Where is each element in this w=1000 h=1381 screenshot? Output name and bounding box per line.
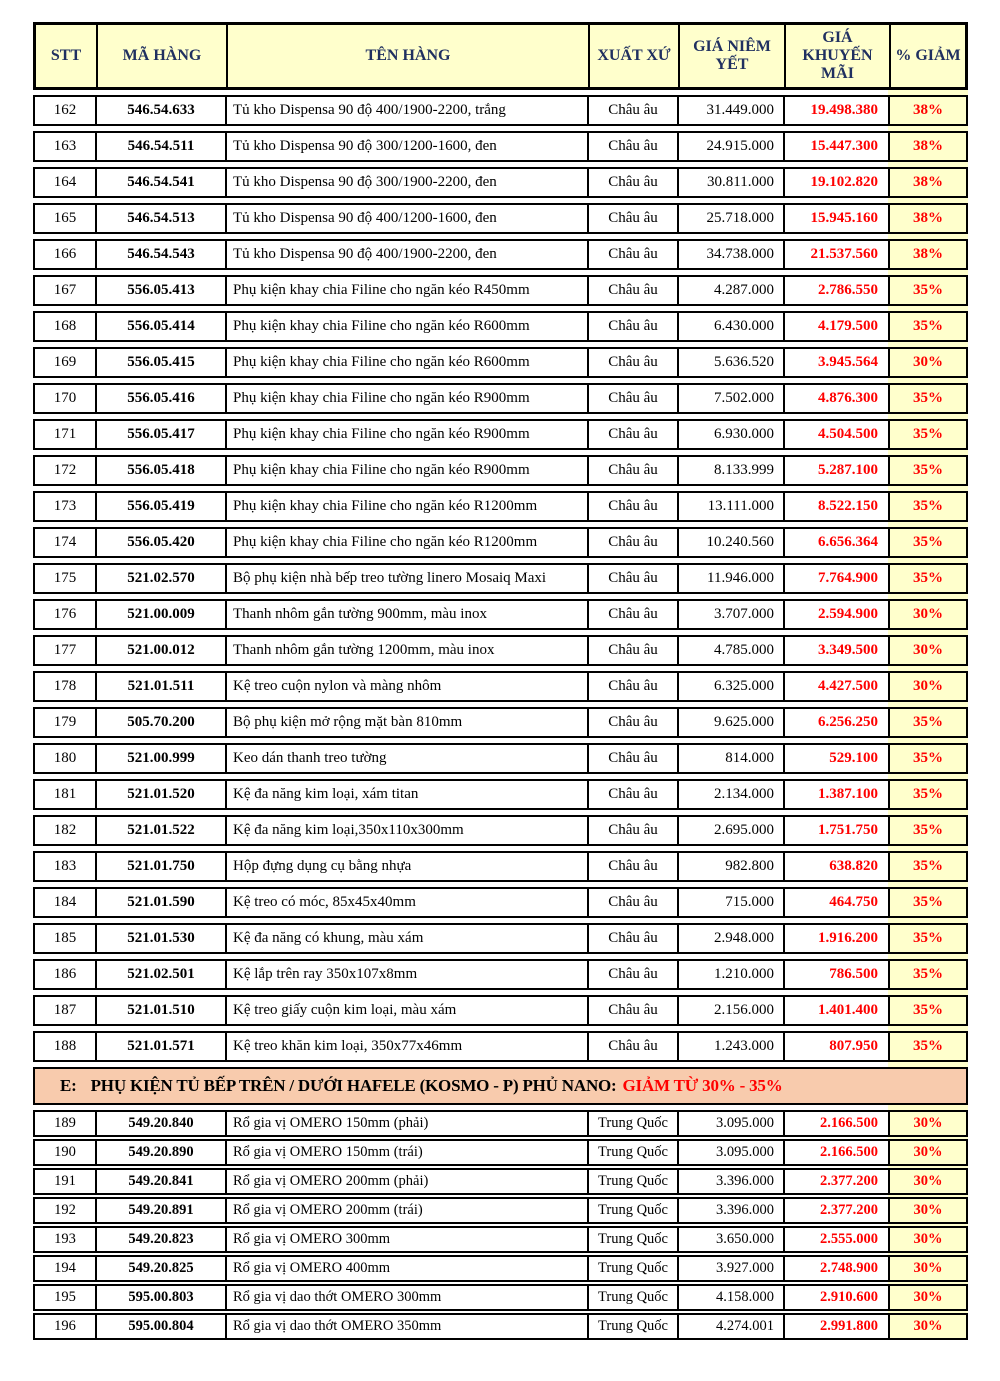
origin-cell: Châu âu [587, 817, 677, 844]
table-row [33, 671, 968, 702]
code-cell: 521.01.520 [95, 781, 225, 808]
discount-cell: 35% [888, 709, 966, 736]
code-cell: 521.01.510 [95, 997, 225, 1024]
table-row [33, 779, 968, 810]
table-row [33, 167, 968, 198]
column-header-promo-price: GIÁ KHUYẾN MÃI [784, 25, 889, 87]
table-row [33, 527, 968, 558]
origin-cell: Châu âu [587, 889, 677, 916]
section-letter: E: [60, 1076, 77, 1095]
origin-cell: Châu âu [587, 781, 677, 808]
stt-cell: 194 [35, 1257, 95, 1280]
list-price-cell: 4.158.000 [677, 1286, 783, 1309]
stt-cell: 190 [35, 1141, 95, 1164]
code-cell: 521.01.571 [95, 1033, 225, 1060]
promo-price-cell: 4.179.500 [783, 313, 888, 340]
name-cell: Kệ treo giấy cuộn kim loại, màu xám [225, 997, 587, 1024]
stt-cell: 175 [35, 565, 95, 592]
code-cell: 521.01.530 [95, 925, 225, 952]
discount-cell: 38% [888, 205, 966, 232]
code-cell: 546.54.513 [95, 205, 225, 232]
code-cell: 556.05.413 [95, 277, 225, 304]
table-row [33, 203, 968, 234]
name-cell: Thanh nhôm gắn tường 1200mm, màu inox [225, 637, 587, 664]
list-price-cell: 25.718.000 [677, 205, 783, 232]
code-cell: 549.20.825 [95, 1257, 225, 1280]
table-row [33, 1226, 968, 1253]
section-title: PHỤ KIỆN TỦ BẾP TRÊN / DƯỚI HAFELE (KOSMO - P) PHỦ NANO: [90, 1076, 617, 1095]
origin-cell: Châu âu [587, 421, 677, 448]
promo-price-cell: 21.537.560 [783, 241, 888, 268]
discount-cell: 35% [888, 1033, 966, 1060]
table-row [33, 311, 968, 342]
name-cell: Rổ gia vị dao thớt OMERO 300mm [225, 1286, 587, 1309]
list-price-cell: 3.650.000 [677, 1228, 783, 1251]
name-cell: Tủ kho Dispensa 90 độ 400/1200-1600, đen [225, 205, 587, 232]
code-cell: 505.70.200 [95, 709, 225, 736]
origin-cell: Châu âu [587, 565, 677, 592]
name-cell: Kệ treo cuộn nylon và màng nhôm [225, 673, 587, 700]
discount-cell: 35% [888, 961, 966, 988]
list-price-cell: 9.625.000 [677, 709, 783, 736]
stt-cell: 181 [35, 781, 95, 808]
name-cell: Thanh nhôm gắn tường 900mm, màu inox [225, 601, 587, 628]
stt-cell: 182 [35, 817, 95, 844]
discount-cell: 35% [888, 817, 966, 844]
promo-price-cell: 2.748.900 [783, 1257, 888, 1280]
code-cell: 556.05.416 [95, 385, 225, 412]
discount-cell: 35% [888, 889, 966, 916]
origin-cell: Châu âu [587, 277, 677, 304]
table-row [33, 95, 968, 126]
promo-price-cell: 2.786.550 [783, 277, 888, 304]
code-cell: 556.05.418 [95, 457, 225, 484]
table-row [33, 995, 968, 1026]
stt-cell: 172 [35, 457, 95, 484]
discount-cell: 35% [888, 745, 966, 772]
code-cell: 595.00.803 [95, 1286, 225, 1309]
stt-cell: 168 [35, 313, 95, 340]
origin-cell: Châu âu [587, 709, 677, 736]
table-row [33, 1255, 968, 1282]
list-price-cell: 2.156.000 [677, 997, 783, 1024]
name-cell: Bộ phụ kiện nhà bếp treo tường linero Mosaiq Maxi [225, 565, 587, 592]
discount-cell: 35% [888, 385, 966, 412]
table-row [33, 743, 968, 774]
column-header-list-price: GIÁ NIÊM YẾT [678, 25, 784, 87]
name-cell: Rổ gia vị OMERO 400mm [225, 1257, 587, 1280]
promo-price-cell: 2.555.000 [783, 1228, 888, 1251]
stt-cell: 195 [35, 1286, 95, 1309]
origin-cell: Châu âu [587, 169, 677, 196]
discount-cell: 35% [888, 529, 966, 556]
list-price-cell: 3.095.000 [677, 1112, 783, 1135]
origin-cell: Châu âu [587, 385, 677, 412]
promo-price-cell: 1.916.200 [783, 925, 888, 952]
origin-cell: Châu âu [587, 493, 677, 520]
name-cell: Phụ kiện khay chia Filine cho ngăn kéo R450mm [225, 277, 587, 304]
discount-cell: 35% [888, 277, 966, 304]
origin-cell: Châu âu [587, 97, 677, 124]
column-header-name: TÊN HÀNG [226, 25, 588, 87]
origin-cell: Châu âu [587, 961, 677, 988]
discount-cell: 35% [888, 997, 966, 1024]
table-row [33, 275, 968, 306]
table-row [33, 563, 968, 594]
name-cell: Tủ kho Dispensa 90 độ 400/1900-2200, đen [225, 241, 587, 268]
promo-price-cell: 2.166.500 [783, 1141, 888, 1164]
discount-cell: 35% [888, 781, 966, 808]
list-price-cell: 4.785.000 [677, 637, 783, 664]
discount-cell: 30% [888, 1112, 966, 1135]
stt-cell: 191 [35, 1170, 95, 1193]
stt-cell: 164 [35, 169, 95, 196]
list-price-cell: 31.449.000 [677, 97, 783, 124]
origin-cell: Châu âu [587, 241, 677, 268]
code-cell: 546.54.511 [95, 133, 225, 160]
column-header-stt: STT [50, 47, 82, 65]
list-price-cell: 6.430.000 [677, 313, 783, 340]
promo-price-cell: 2.594.900 [783, 601, 888, 628]
discount-cell: 30% [888, 601, 966, 628]
list-price-cell: 3.927.000 [677, 1257, 783, 1280]
table-row [33, 1139, 968, 1166]
list-price-cell: 2.695.000 [677, 817, 783, 844]
column-header-discount: % GIẢM [889, 25, 965, 87]
discount-cell: 35% [888, 313, 966, 340]
stt-cell: 165 [35, 205, 95, 232]
discount-cell: 35% [888, 457, 966, 484]
code-cell: 549.20.840 [95, 1112, 225, 1135]
table-row [33, 347, 968, 378]
discount-cell: 35% [888, 493, 966, 520]
code-cell: 521.00.012 [95, 637, 225, 664]
promo-price-cell: 5.287.100 [783, 457, 888, 484]
stt-cell: 174 [35, 529, 95, 556]
name-cell: Kệ đa năng có khung, màu xám [225, 925, 587, 952]
code-cell: 556.05.414 [95, 313, 225, 340]
list-price-cell: 30.811.000 [677, 169, 783, 196]
list-price-cell: 6.325.000 [677, 673, 783, 700]
list-price-cell: 3.707.000 [677, 601, 783, 628]
promo-price-cell: 1.751.750 [783, 817, 888, 844]
discount-cell: 30% [888, 1315, 966, 1338]
stt-cell: 183 [35, 853, 95, 880]
stt-cell: 189 [35, 1112, 95, 1135]
table-header-row [33, 22, 968, 90]
origin-cell: Trung Quốc [587, 1199, 677, 1222]
promo-price-cell: 1.387.100 [783, 781, 888, 808]
code-cell: 521.01.511 [95, 673, 225, 700]
discount-cell: 35% [888, 925, 966, 952]
name-cell: Rổ gia vị dao thớt OMERO 350mm [225, 1315, 587, 1338]
origin-cell: Châu âu [587, 745, 677, 772]
list-price-cell: 7.502.000 [677, 385, 783, 412]
code-cell: 549.20.841 [95, 1170, 225, 1193]
code-cell: 546.54.633 [95, 97, 225, 124]
discount-cell: 30% [888, 637, 966, 664]
origin-cell: Châu âu [587, 529, 677, 556]
promo-price-cell: 6.656.364 [783, 529, 888, 556]
promo-price-cell: 807.950 [783, 1033, 888, 1060]
discount-cell: 30% [888, 1228, 966, 1251]
name-cell: Rổ gia vị OMERO 150mm (phải) [225, 1112, 587, 1135]
code-cell: 556.05.417 [95, 421, 225, 448]
table-row [33, 707, 968, 738]
stt-cell: 166 [35, 241, 95, 268]
discount-cell: 38% [888, 97, 966, 124]
column-header-origin: XUẤT XỨ [588, 25, 678, 87]
table-row [33, 131, 968, 162]
name-cell: Tủ kho Dispensa 90 độ 300/1900-2200, đen [225, 169, 587, 196]
promo-price-cell: 464.750 [783, 889, 888, 916]
discount-cell: 38% [888, 241, 966, 268]
stt-cell: 184 [35, 889, 95, 916]
origin-cell: Châu âu [587, 349, 677, 376]
origin-cell: Trung Quốc [587, 1112, 677, 1135]
table-row [33, 635, 968, 666]
origin-cell: Trung Quốc [587, 1228, 677, 1251]
promo-price-cell: 4.427.500 [783, 673, 888, 700]
name-cell: Phụ kiện khay chia Filine cho ngăn kéo R600mm [225, 313, 587, 340]
origin-cell: Châu âu [587, 133, 677, 160]
promo-price-cell: 15.945.160 [783, 205, 888, 232]
discount-cell: 30% [888, 1199, 966, 1222]
promo-price-cell: 1.401.400 [783, 997, 888, 1024]
origin-cell: Châu âu [587, 853, 677, 880]
promo-price-cell: 2.910.600 [783, 1286, 888, 1309]
stt-cell: 180 [35, 745, 95, 772]
origin-cell: Châu âu [587, 1033, 677, 1060]
discount-cell: 35% [888, 421, 966, 448]
code-cell: 521.02.570 [95, 565, 225, 592]
stt-cell: 192 [35, 1199, 95, 1222]
rows-section-1 [33, 95, 968, 1062]
list-price-cell: 4.287.000 [677, 277, 783, 304]
table-row [33, 491, 968, 522]
promo-price-cell: 529.100 [783, 745, 888, 772]
list-price-cell: 1.243.000 [677, 1033, 783, 1060]
promo-price-cell: 3.349.500 [783, 637, 888, 664]
list-price-cell: 10.240.560 [677, 529, 783, 556]
stt-cell: 177 [35, 637, 95, 664]
promo-price-cell: 15.447.300 [783, 133, 888, 160]
table-row [33, 1313, 968, 1340]
origin-cell: Trung Quốc [587, 1170, 677, 1193]
promo-price-cell: 2.377.200 [783, 1199, 888, 1222]
list-price-cell: 715.000 [677, 889, 783, 916]
discount-cell: 30% [888, 673, 966, 700]
list-price-cell: 3.396.000 [677, 1199, 783, 1222]
origin-cell: Châu âu [587, 457, 677, 484]
name-cell: Keo dán thanh treo tường [225, 745, 587, 772]
promo-price-cell: 2.377.200 [783, 1170, 888, 1193]
table-row [33, 851, 968, 882]
name-cell: Kệ treo khăn kim loại, 350x77x46mm [225, 1033, 587, 1060]
table-row [33, 419, 968, 450]
discount-cell: 30% [888, 1286, 966, 1309]
promo-price-cell: 4.504.500 [783, 421, 888, 448]
code-cell: 556.05.415 [95, 349, 225, 376]
origin-cell: Châu âu [587, 601, 677, 628]
price-table [33, 22, 968, 1340]
table-row [33, 815, 968, 846]
stt-cell: 188 [35, 1033, 95, 1060]
name-cell: Phụ kiện khay chia Filine cho ngăn kéo R900mm [225, 385, 587, 412]
stt-cell: 176 [35, 601, 95, 628]
table-row [33, 1031, 968, 1062]
section-discount-range: GIẢM TỪ 30% - 35% [622, 1076, 783, 1095]
stt-cell: 185 [35, 925, 95, 952]
table-row [33, 923, 968, 954]
origin-cell: Châu âu [587, 637, 677, 664]
discount-cell: 35% [888, 565, 966, 592]
name-cell: Tủ kho Dispensa 90 độ 400/1900-2200, trắng [225, 97, 587, 124]
list-price-cell: 2.948.000 [677, 925, 783, 952]
origin-cell: Châu âu [587, 925, 677, 952]
name-cell: Phụ kiện khay chia Filine cho ngăn kéo R1200mm [225, 493, 587, 520]
rows-section-2 [33, 1110, 968, 1340]
table-row [33, 1110, 968, 1137]
stt-cell: 193 [35, 1228, 95, 1251]
name-cell: Phụ kiện khay chia Filine cho ngăn kéo R1200mm [225, 529, 587, 556]
stt-cell: 167 [35, 277, 95, 304]
list-price-cell: 2.134.000 [677, 781, 783, 808]
name-cell: Rổ gia vị OMERO 200mm (phải) [225, 1170, 587, 1193]
stt-cell: 173 [35, 493, 95, 520]
origin-cell: Châu âu [587, 313, 677, 340]
stt-cell: 179 [35, 709, 95, 736]
name-cell: Rổ gia vị OMERO 150mm (trái) [225, 1141, 587, 1164]
list-price-cell: 24.915.000 [677, 133, 783, 160]
stt-cell: 196 [35, 1315, 95, 1338]
table-row [33, 383, 968, 414]
promo-price-cell: 2.991.800 [783, 1315, 888, 1338]
discount-cell: 30% [888, 349, 966, 376]
code-cell: 546.54.543 [95, 241, 225, 268]
code-cell: 546.54.541 [95, 169, 225, 196]
name-cell: Rổ gia vị OMERO 200mm (trái) [225, 1199, 587, 1222]
name-cell: Tủ kho Dispensa 90 độ 300/1200-1600, đen [225, 133, 587, 160]
promo-price-cell: 8.522.150 [783, 493, 888, 520]
stt-cell: 178 [35, 673, 95, 700]
list-price-cell: 5.636.520 [677, 349, 783, 376]
name-cell: Kệ đa năng kim loại, xám titan [225, 781, 587, 808]
table-row [33, 1197, 968, 1224]
code-cell: 521.00.999 [95, 745, 225, 772]
stt-cell: 169 [35, 349, 95, 376]
origin-cell: Trung Quốc [587, 1286, 677, 1309]
promo-price-cell: 19.102.820 [783, 169, 888, 196]
list-price-cell: 34.738.000 [677, 241, 783, 268]
name-cell: Phụ kiện khay chia Filine cho ngăn kéo R900mm [225, 457, 587, 484]
list-price-cell: 814.000 [677, 745, 783, 772]
code-cell: 521.01.750 [95, 853, 225, 880]
stt-cell: 187 [35, 997, 95, 1024]
list-price-cell: 4.274.001 [677, 1315, 783, 1338]
promo-price-cell: 6.256.250 [783, 709, 888, 736]
promo-price-cell: 3.945.564 [783, 349, 888, 376]
origin-cell: Châu âu [587, 673, 677, 700]
stt-cell: 162 [35, 97, 95, 124]
code-cell: 549.20.891 [95, 1199, 225, 1222]
table-row [33, 1284, 968, 1311]
list-price-cell: 982.800 [677, 853, 783, 880]
origin-cell: Trung Quốc [587, 1141, 677, 1164]
code-cell: 549.20.823 [95, 1228, 225, 1251]
section-header-row [33, 1067, 968, 1105]
name-cell: Kệ đa năng kim loại,350x110x300mm [225, 817, 587, 844]
discount-cell: 35% [888, 853, 966, 880]
list-price-cell: 11.946.000 [677, 565, 783, 592]
stt-cell: 186 [35, 961, 95, 988]
code-cell: 556.05.420 [95, 529, 225, 556]
name-cell: Hộp đựng dụng cụ bằng nhựa [225, 853, 587, 880]
name-cell: Phụ kiện khay chia Filine cho ngăn kéo R900mm [225, 421, 587, 448]
stt-cell: 171 [35, 421, 95, 448]
name-cell: Kệ lắp trên ray 350x107x8mm [225, 961, 587, 988]
discount-cell: 30% [888, 1141, 966, 1164]
discount-cell: 38% [888, 133, 966, 160]
promo-price-cell: 7.764.900 [783, 565, 888, 592]
discount-cell: 30% [888, 1257, 966, 1280]
stt-cell: 163 [35, 133, 95, 160]
list-price-cell: 1.210.000 [677, 961, 783, 988]
name-cell: Bộ phụ kiện mở rộng mặt bàn 810mm [225, 709, 587, 736]
list-price-cell: 6.930.000 [677, 421, 783, 448]
table-row [33, 239, 968, 270]
code-cell: 521.00.009 [95, 601, 225, 628]
code-cell: 595.00.804 [95, 1315, 225, 1338]
code-cell: 521.01.522 [95, 817, 225, 844]
list-price-cell: 8.133.999 [677, 457, 783, 484]
list-price-cell: 3.396.000 [677, 1170, 783, 1193]
list-price-cell: 3.095.000 [677, 1141, 783, 1164]
promo-price-cell: 786.500 [783, 961, 888, 988]
list-price-cell: 13.111.000 [677, 493, 783, 520]
stt-cell: 170 [35, 385, 95, 412]
column-header-code: MÃ HÀNG [96, 25, 226, 87]
name-cell: Rổ gia vị OMERO 300mm [225, 1228, 587, 1251]
origin-cell: Châu âu [587, 997, 677, 1024]
code-cell: 521.01.590 [95, 889, 225, 916]
discount-cell: 38% [888, 169, 966, 196]
name-cell: Kệ treo có móc, 85x45x40mm [225, 889, 587, 916]
table-row [33, 455, 968, 486]
table-row [33, 599, 968, 630]
table-row [33, 1168, 968, 1195]
code-cell: 556.05.419 [95, 493, 225, 520]
code-cell: 549.20.890 [95, 1141, 225, 1164]
origin-cell: Trung Quốc [587, 1257, 677, 1280]
table-row [33, 887, 968, 918]
table-row [33, 959, 968, 990]
promo-price-cell: 638.820 [783, 853, 888, 880]
origin-cell: Châu âu [587, 205, 677, 232]
promo-price-cell: 2.166.500 [783, 1112, 888, 1135]
code-cell: 521.02.501 [95, 961, 225, 988]
name-cell: Phụ kiện khay chia Filine cho ngăn kéo R600mm [225, 349, 587, 376]
promo-price-cell: 19.498.380 [783, 97, 888, 124]
origin-cell: Trung Quốc [587, 1315, 677, 1338]
promo-price-cell: 4.876.300 [783, 385, 888, 412]
discount-cell: 30% [888, 1170, 966, 1193]
